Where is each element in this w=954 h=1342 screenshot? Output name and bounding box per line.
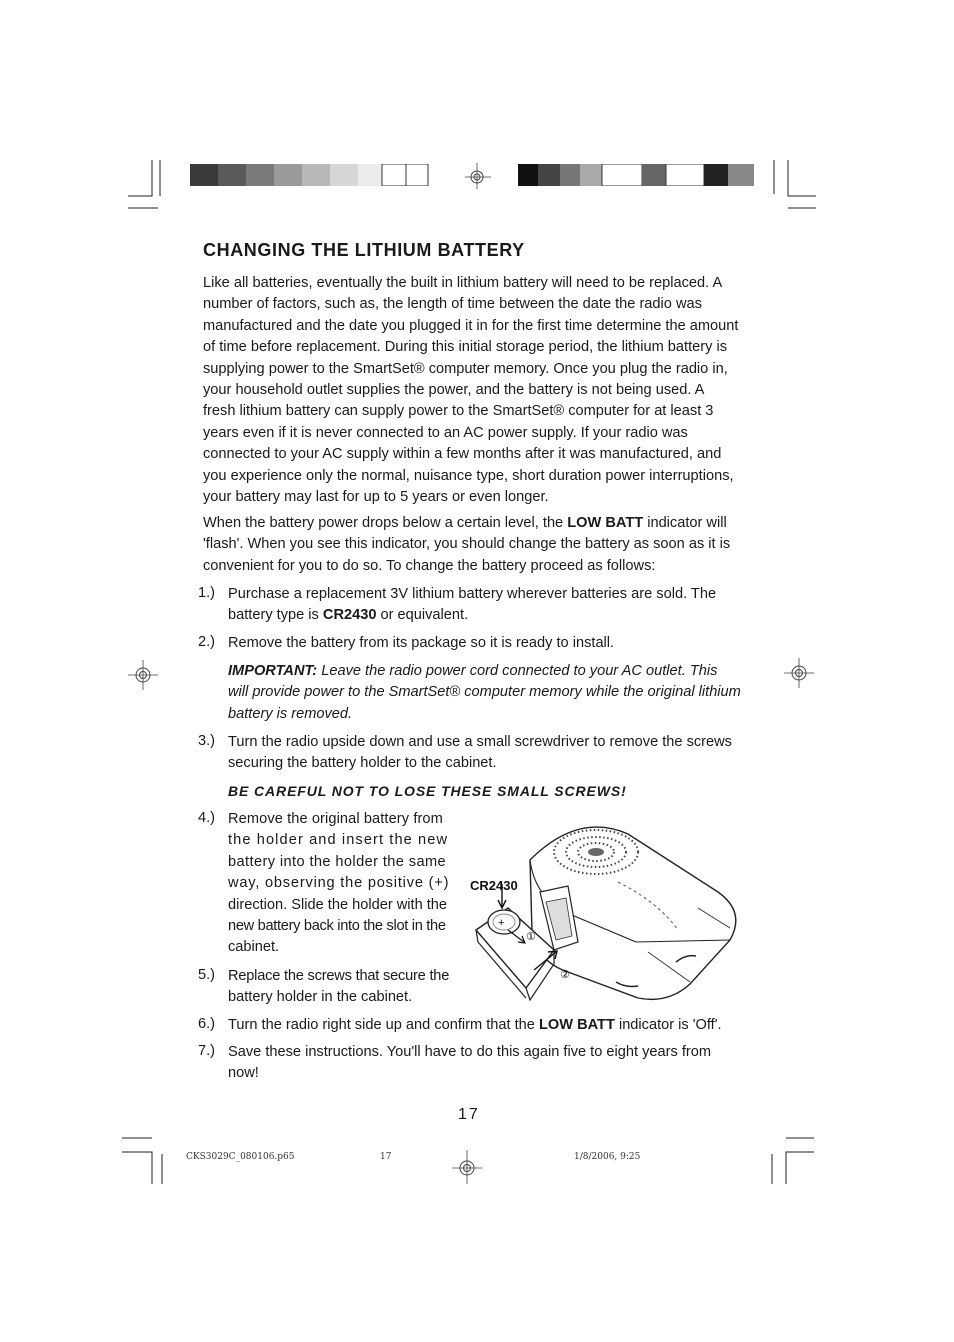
- step-1: [228, 584, 748, 627]
- callout-1: ①: [526, 930, 536, 943]
- crop-mark-bottom-left: [122, 1136, 166, 1184]
- text: new battery back into the slot in the: [228, 918, 446, 935]
- plus-sign: +: [498, 917, 505, 929]
- intro-line: your household outlet supplies the power, and the battery is not being used. A: [203, 382, 705, 399]
- intro-line: years even if it is never connected to an AC power supply. If your radio was: [203, 424, 688, 441]
- text: securing the battery holder to the cabinet.: [228, 755, 497, 772]
- page-number: 17: [458, 1106, 480, 1123]
- step-7: [228, 1042, 753, 1085]
- step-number: 2.): [198, 634, 216, 650]
- text: Remove the original battery from: [228, 811, 443, 827]
- text: battery holder in the cabinet.: [228, 989, 413, 1006]
- text: Save these instructions. You'll have to do this again five to eight years from: [228, 1044, 712, 1060]
- page-heading: CHANGING THE LITHIUM BATTERY: [203, 240, 525, 260]
- crop-mark-bottom-right: [766, 1136, 816, 1184]
- text: way, observing the positive (+): [228, 875, 450, 892]
- text: the holder and insert the new: [228, 832, 449, 849]
- intro-line: manufactured and the date you plugged it in for the first time determine the amount: [203, 317, 739, 334]
- footer-page: 17: [380, 1152, 392, 1162]
- text: direction. Slide the holder with the: [228, 896, 448, 913]
- cr2430-label: CR2430: [470, 878, 518, 893]
- footer-filename: CKS3029C_080106.p65: [186, 1152, 295, 1162]
- registration-target-top: [462, 160, 492, 190]
- step-number: 5.): [198, 967, 216, 983]
- intro-line: your battery may last for up to 5 years or even longer.: [203, 489, 549, 506]
- intro-line: Like all batteries, eventually the built in lithium battery will need to be replaced. A: [203, 275, 723, 291]
- registration-bar-right: [518, 164, 754, 186]
- text: battery is removed.: [228, 705, 353, 722]
- step-number: 7.): [198, 1043, 216, 1059]
- text: Leave the radio power cord connected to your AC outlet. This: [317, 663, 718, 679]
- registration-target-right: [784, 658, 814, 688]
- text: Turn the radio upside down and use a small screwdriver to remove the screws: [228, 734, 732, 750]
- registration-bar-left: [190, 164, 430, 186]
- step-3: [228, 732, 748, 775]
- caution-text: BE CAREFUL NOT TO LOSE THESE SMALL SCREWS!: [228, 783, 627, 799]
- step-2: [228, 633, 748, 654]
- intro-line: of time before replacement. During this initial storage period, the lithium battery is: [203, 339, 728, 356]
- text: Remove the battery from its package so it is ready to install.: [228, 635, 615, 651]
- step-6: [228, 1015, 753, 1036]
- step-4: [228, 809, 468, 959]
- text: convenient for you to do so. To change the battery proceed as follows:: [203, 557, 656, 574]
- intro-line: you experience only the normal, nuisance type, short duration power interruptions,: [203, 467, 734, 484]
- low-batt-paragraph: [203, 513, 743, 577]
- step-number: 1.): [198, 585, 216, 601]
- callout-2: ②: [560, 968, 570, 981]
- text: indicator will: [643, 515, 727, 531]
- battery-replacement-illustration: [468, 812, 748, 1012]
- intro-paragraph: [203, 273, 743, 508]
- step-number: 6.): [198, 1016, 216, 1032]
- intro-line: fresh lithium battery can supply power to the SmartSet® computer for at least 3: [203, 403, 714, 420]
- low-batt-label: LOW BATT: [567, 515, 644, 531]
- footer-datetime: 1/8/2006, 9:25: [574, 1152, 641, 1162]
- text: When the battery power drops below a certain level, the: [203, 515, 568, 531]
- low-batt-label: LOW BATT: [538, 1017, 615, 1033]
- text: Purchase a replacement 3V lithium battery wherever batteries are sold. The: [228, 586, 717, 602]
- text: 'flash'. When you see this indicator, you should change the battery as soon as it is: [203, 536, 731, 553]
- text: battery into the holder the same: [228, 853, 447, 870]
- step-number: 3.): [198, 733, 216, 749]
- crop-mark-top-right: [770, 160, 820, 210]
- text: will provide power to the SmartSet® computer memory while the original lithium: [228, 684, 741, 701]
- important-note: [228, 661, 748, 725]
- text: indicator is 'Off'.: [614, 1017, 722, 1033]
- text: or equivalent.: [376, 607, 469, 624]
- step-number: 4.): [198, 810, 216, 826]
- registration-target-left: [128, 660, 158, 690]
- step-5: [228, 966, 468, 1009]
- text: battery type is: [228, 607, 323, 624]
- important-label: IMPORTANT:: [228, 663, 318, 679]
- battery-type: CR2430: [322, 607, 377, 624]
- intro-line: supplying power to the SmartSet® computer memory. Once you plug the radio in,: [203, 360, 728, 377]
- text: cabinet.: [228, 939, 280, 956]
- crop-mark-top-left: [128, 160, 162, 210]
- registration-target-bottom: [452, 1148, 482, 1184]
- text: Turn the radio right side up and confirm that the: [228, 1017, 539, 1033]
- intro-line: number of factors, such as, the length of time between the date the radio was: [203, 296, 702, 313]
- intro-line: connected to your AC supply within a few months after it was manufactured, and: [203, 446, 722, 463]
- text: Replace the screws that secure the: [228, 968, 450, 984]
- text: now!: [228, 1065, 259, 1082]
